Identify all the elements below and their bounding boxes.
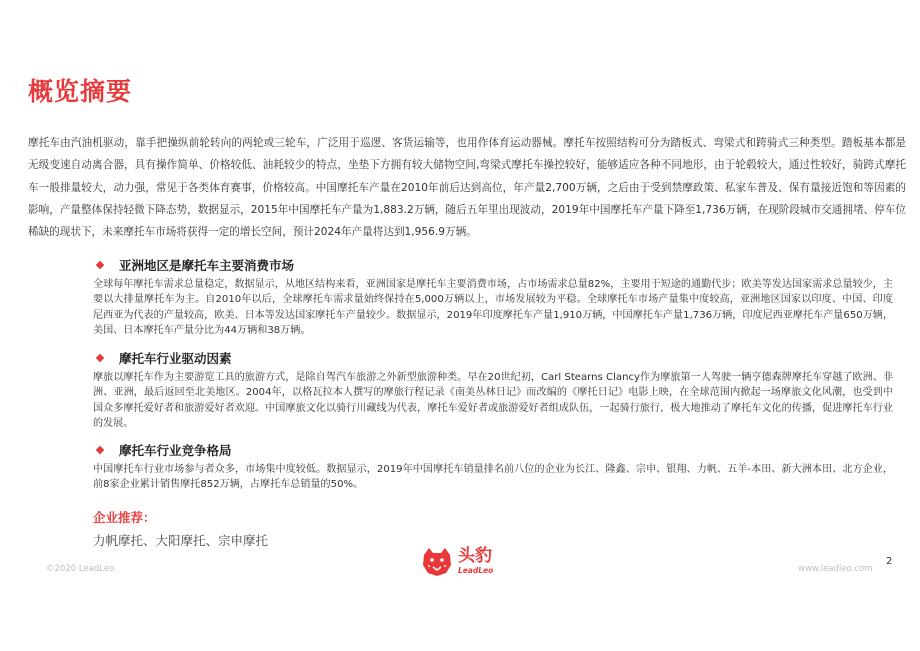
recommendation-title: 企业推荐： [93, 510, 156, 525]
logo-name-cn: 头豹 [458, 546, 492, 566]
bullet-diamond-icon [96, 354, 104, 362]
section-body: 中国摩托车行业市场参与者众多，市场集中度较低。数据显示，2019年中国摩托车销量排名前八位的企业为长江、隆鑫、宗申、银翔、力帆、五羊-本田、新大洲本田、北方企业，前8家企业累计销售摩托852万辆，占摩托车总销量的50%。 [93, 464, 893, 491]
section-body: 摩旅以摩托车作为主要游览工具的旅游方式，是除自驾汽车旅游之外新型旅游种类。早在20世纪初，Carl Stearns Clancy作为摩旅第一人驾驶一辆亨德森牌摩托车穿越了欧洲、非洲、亚洲，最后返回至北美地区。2004年，以格瓦拉本人撰写的摩旅行程记录《南美丛林日记》而改编的《摩托日记》电影上映，在全球范围内掀起一场摩旅文化风潮，也受到中国众多摩托爱好者和旅游爱好者欢迎。中国摩旅文化以骑行川藏线为代表，摩托车爱好者或旅游爱好者组成队伍，一起骑行旅行，极大地推动了摩托车文化的传播，促进摩托车行业的发展。 [93, 372, 893, 430]
intro-paragraph: 摩托车由汽油机驱动，靠手把操纵前轮转向的两轮或三轮车，广泛用于巡逻、客货运输等，也用作体育运动器械。摩托车按照结构可分为踏板式、弯梁式和跨骑式三种类型。踏板基本都是无级变速自动离合器，具有操作简单、价格较低、油耗较少的特点，坐垫下方拥有较大储物空间,弯梁式摩托车操控较好，能够适应各种不同地形，由于轮毂较大，通过性较好，骑跨式摩托车一般排量较大，动力强，常见于各类体育赛事，价格较高。中国摩托车产量在2010年前后达到高位，年产量2,700万辆，之后由于受到禁摩政策、私家车普及、保有量接近饱和等因素的影响，产量整体保持轻微下降态势，数据显示，2015年中国摩托车产量为1,883.2万辆，随后五年里出现波动，2019年中国摩托车产量下降至1,736万辆，在现阶段城市交通拥堵、停车位稀缺的现状下，未来摩托车市场将获得一定的增长空间，预计2024年产量将达到1,956.9万辆。 [28, 137, 906, 239]
section-header [93, 349, 893, 367]
page-number: 2 [886, 556, 893, 567]
section-title: 亚洲地区是摩托车主要消费市场 [119, 258, 295, 273]
section-title: 摩托车行业竞争格局 [119, 443, 232, 458]
logo-name-en: LeadLeo [458, 566, 494, 575]
page-title: 概览摘要 [28, 77, 133, 106]
bullet-diamond-icon [96, 446, 104, 454]
bullet-diamond-icon [96, 261, 104, 269]
logo-text [458, 547, 493, 575]
recommendation-list: 力帆摩托、大阳摩托、宗申摩托 [93, 533, 269, 548]
section-body: 全球每年摩托车需求总量稳定，数据显示，从地区结构来看，亚洲国家是摩托车主要消费市场，占市场需求总量82%，主要用于短途的通勤代步；欧美等发达国家需求总量较少，主要以大排量摩托车为主。自2010年以后，全球摩托车需求量始终保持在5,000万辆以上，市场发展较为平稳。全球摩托车市场产量集中度较高，亚洲地区国家以印度、中国、印度尼西亚为代表的产量较高，欧美、日本等发达国家摩托车产量较少。数据显示，2019年印度摩托车产量1,910万辆，中国摩托车产量1,736万辆，印度尼西亚摩托车产量650万辆，美国、日本摩托车产量分比为44万辆和38万辆。 [93, 279, 893, 337]
brand-logo [420, 545, 493, 577]
leopard-head-icon [420, 545, 454, 577]
footer-website[interactable]: www.leadleo.com [798, 564, 873, 574]
section-competition [93, 441, 893, 493]
section-title: 摩托车行业驱动因素 [119, 351, 232, 366]
section-asia-market [93, 256, 893, 339]
footer-copyright: ©2020 LeadLeo [46, 564, 115, 574]
section-header [93, 256, 893, 274]
section-header [93, 441, 893, 459]
section-drivers [93, 349, 893, 432]
recommendation-block [93, 508, 268, 549]
